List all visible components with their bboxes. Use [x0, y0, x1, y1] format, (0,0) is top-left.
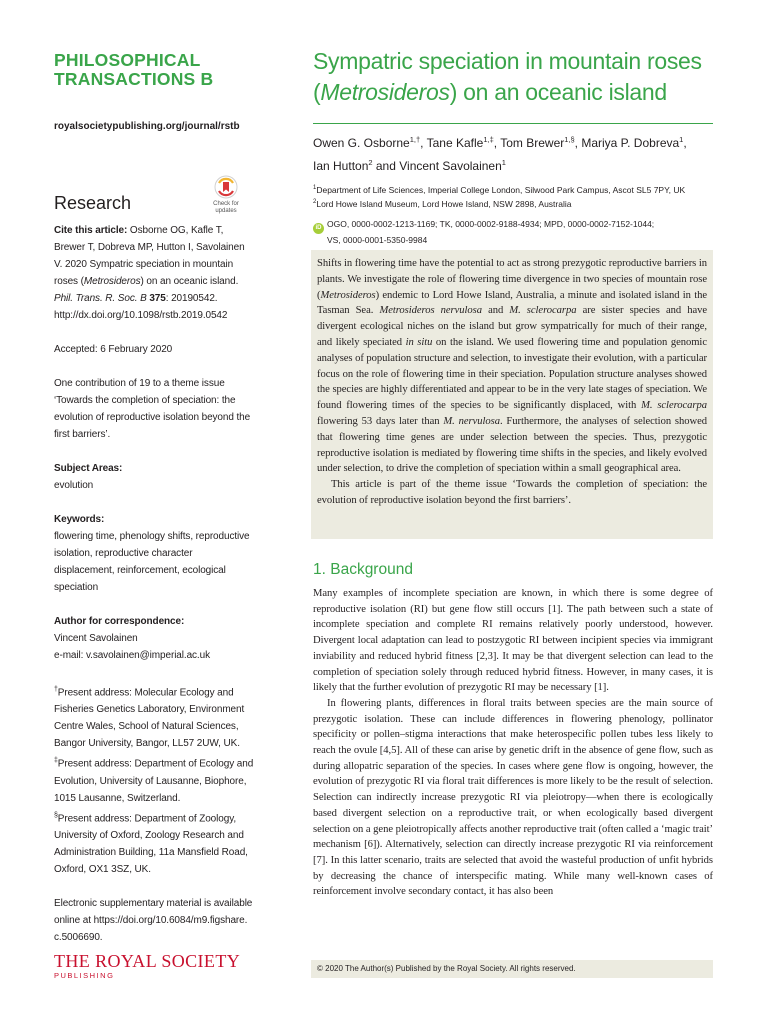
paragraph: Many examples of incomplete speciation are known, in which there is some degree of reproductive isolation (RI) but gene flow still occurs [1]. The path between such a state of incomplete speciation and complete RI remains relatively poorly understood, however. Divergent local adaptation can lead to postzygotic RI between incipient species via immigrant inviability and reduced hybrid fitness [2,3]. It may be that divergent selection can lead to the completion of speciation solely through reduced hybrid fitness. However, in many cases, it is likely that the further evolution of prezygotic RI may be necessary [1].: [313, 588, 713, 694]
journal-name-line1: PHILOSOPHICAL: [54, 50, 201, 70]
royal-society-logo: [54, 952, 240, 980]
author[interactable]: Owen G. Osborne$^{1,\dagger}$: [313, 135, 421, 150]
royal-society-publishing: PUBLISHING: [54, 971, 115, 980]
check-for-updates-label: Check for updates: [213, 201, 239, 214]
article-title: Sympatric speciation in mountain roses (Metrosideros) on an oceanic island: [313, 48, 702, 105]
present-address-2: ‡Present address: Department of Ecology and Evolution, University of Lausanne, Biophore, 1015 Lausanne, Switzerland.: [54, 757, 254, 804]
correspondence-email[interactable]: e-mail: v.savolainen@imperial.ac.uk: [54, 650, 210, 661]
orcid-ids: iD OGO, 0000-0002-1213-1169; TK, 0000-0002-9188-4934; MPD, 0000-0002-7152-1044; VS, 0000-0001-5350-9984: [313, 218, 713, 247]
affiliation: $^2$Lord Howe Island Museum, Lord Howe Island, NSW 2898, Australia: [313, 198, 572, 209]
present-address-1: †Present address: Molecular Ecology and Fisheries Genetics Laboratory, Environment Centre Wales, School of Natural Sciences, Bangor University, Bangor, LL57 2UW, UK.: [54, 686, 245, 750]
orcid-icon: iD: [313, 223, 324, 234]
paragraph: In flowering plants, differences in floral traits between species are the main source of prezygotic isolation. These can include differences in flowering phenology, pollinator specificity or pollen–stigma interactions that make heterospecific pollen tubes less likely to reach the ovule [4,5]. All of these can arise by genetic drift in the absence of gene flow, such as during allopatric separation of the species. In cases where gene flow is ongoing, however, the evolution of prezygotic RI via floral trait differences is more likely to be the result of selection. Selection can indirectly increase prezygotic RI via pleiotropy—when there is ecologically based divergent selection on a reproductive trait, or when ecologically based divergent selection on a gene pleiotropically affects another reproductive trait (often called a ‘magic trait’ mechanism [6]). Alternatively, selection can directly increase prezygotic RI via reinforcement [7]. In this latter scenario, traits are selected that avoid the wasteful production of unfit hybrids by decreasing the chance of interspecific mating. While many well-known cases of reinforcement involve secondary contact, it has also been: [313, 697, 713, 898]
orcid-list[interactable]: OGO, 0000-0002-1213-1169; TK, 0000-0002-9188-4934; MPD, 0000-0002-7152-1044;: [327, 219, 655, 229]
journal-url-link[interactable]: royalsocietypublishing.org/journal/rstb: [54, 121, 240, 132]
title-divider: [313, 123, 713, 124]
subject-areas-label: Subject Areas:: [54, 463, 123, 474]
citation-doi-link[interactable]: http://dx.doi.org/10.1098/rstb.2019.0542: [54, 310, 228, 321]
abstract: [311, 250, 713, 539]
copyright-footer: © 2020 The Author(s) Published by the Royal Society. All rights reserved.: [311, 960, 713, 978]
correspondence-name: Vincent Savolainen: [54, 633, 138, 644]
author[interactable]: Tane Kafle$^{1,\ddagger}$: [426, 135, 494, 150]
subject-areas-value: evolution: [54, 480, 94, 491]
check-for-updates-icon: [214, 175, 238, 199]
abstract-text: Shifts in flowering time have the potential to act as strong prezygotic reproductive barriers in plants. We investigate the role of flowering time divergence in two species of mountain rose (Metrosideros) endemic to Lord Howe Island, Australia, a minute and isolated island in the Tasman Sea. Metrosideros nervulosa and M. sclerocarpa are sister species and have divergent ecological niches on the island but grow sympatrically for much of their range, and likely speciated in situ on the island. We used flowering time and population genomic analyses of population structure and selection, to investigate their evolution, with a particular focus on the role of flowering time in their speciation. Population structure analyses showed the species are highly differentiated and appear to be in the very late stages of speciation. We found flowering times of the species to be significantly displaced, with M. sclerocarpa flowering 53 days later than M. nervulosa. Furthermore, the analyses of selection showed that flowering time genes are under selection between the species. Thus, prezygotic reproductive isolation is mediated by flowering time shifts in the species, and likely evolved under selection, to drive the completion of speciation within a small geographical area.: [317, 258, 707, 475]
author[interactable]: Tom Brewer$^{1,\S}$: [500, 135, 575, 150]
journal-name: [54, 51, 294, 89]
abstract-theme-note: This article is part of the theme issue ‘Towards the completion of speciation: the evolution of reproductive isolation beyond the first barriers’.: [317, 479, 707, 506]
author[interactable]: Mariya P. Dobreva$^1$: [581, 135, 684, 150]
author[interactable]: Vincent Savolainen$^1$: [399, 158, 506, 173]
esm-note: Electronic supplementary material is available online at https://doi.org/10.6084/m9.figshare. c.5006690.: [54, 897, 253, 943]
citation: Cite this article: Osborne OG, Kafle T, Brewer T, Dobreva MP, Hutton I, Savolainen V. 2020 Sympatric speciation in mountain roses (Metrosideros) on an oceanic island. Phil. Trans. R. Soc. B 375: 20190542. http://dx.doi.org/10.1098/rstb.2019.0542: [54, 222, 254, 324]
section-label: Research: [54, 193, 132, 213]
author-list: Owen G. Osborne$^{1,\dagger}$, Tane Kafle$^{1,\ddagger}$, Tom Brewer$^{1,\S}$, Mariya P. Dobreva$^1$, Ian Hutton$^2$ and Vincent Savolainen$^1$: [313, 135, 687, 173]
theme-issue-note: One contribution of 19 to a theme issue ‘Towards the completion of speciation: the evolution of reproductive isolation beyond the first barriers’.: [54, 378, 251, 440]
check-for-updates-badge[interactable]: [206, 175, 246, 215]
keywords-value: flowering time, phenology shifts, reproductive isolation, reproductive character displacement, reinforcement, ecological speciation: [54, 531, 250, 593]
section-heading: 1. Background: [313, 561, 413, 578]
affiliation: $^1$Department of Life Sciences, Imperial College London, Silwood Park Campus, Ascot SL5 7PY, UK: [313, 184, 686, 195]
correspondence-label: Author for correspondence:: [54, 616, 185, 627]
author[interactable]: Ian Hutton$^2$: [313, 158, 373, 173]
sidebar: [54, 222, 254, 946]
present-address-3: §Present address: Department of Zoology, University of Oxford, Zoology Research and Administration Building, 11a Mansfield Road, Oxford, OX1 3SZ, UK.: [54, 811, 248, 875]
royal-society-name: THE ROYAL SOCIETY: [54, 951, 241, 971]
accepted-date: Accepted: 6 February 2020: [54, 344, 173, 355]
journal-name-line2: TRANSACTIONS B: [54, 69, 214, 89]
body-text: [313, 586, 713, 900]
affiliations: [313, 182, 723, 210]
keywords-label: Keywords:: [54, 514, 105, 525]
